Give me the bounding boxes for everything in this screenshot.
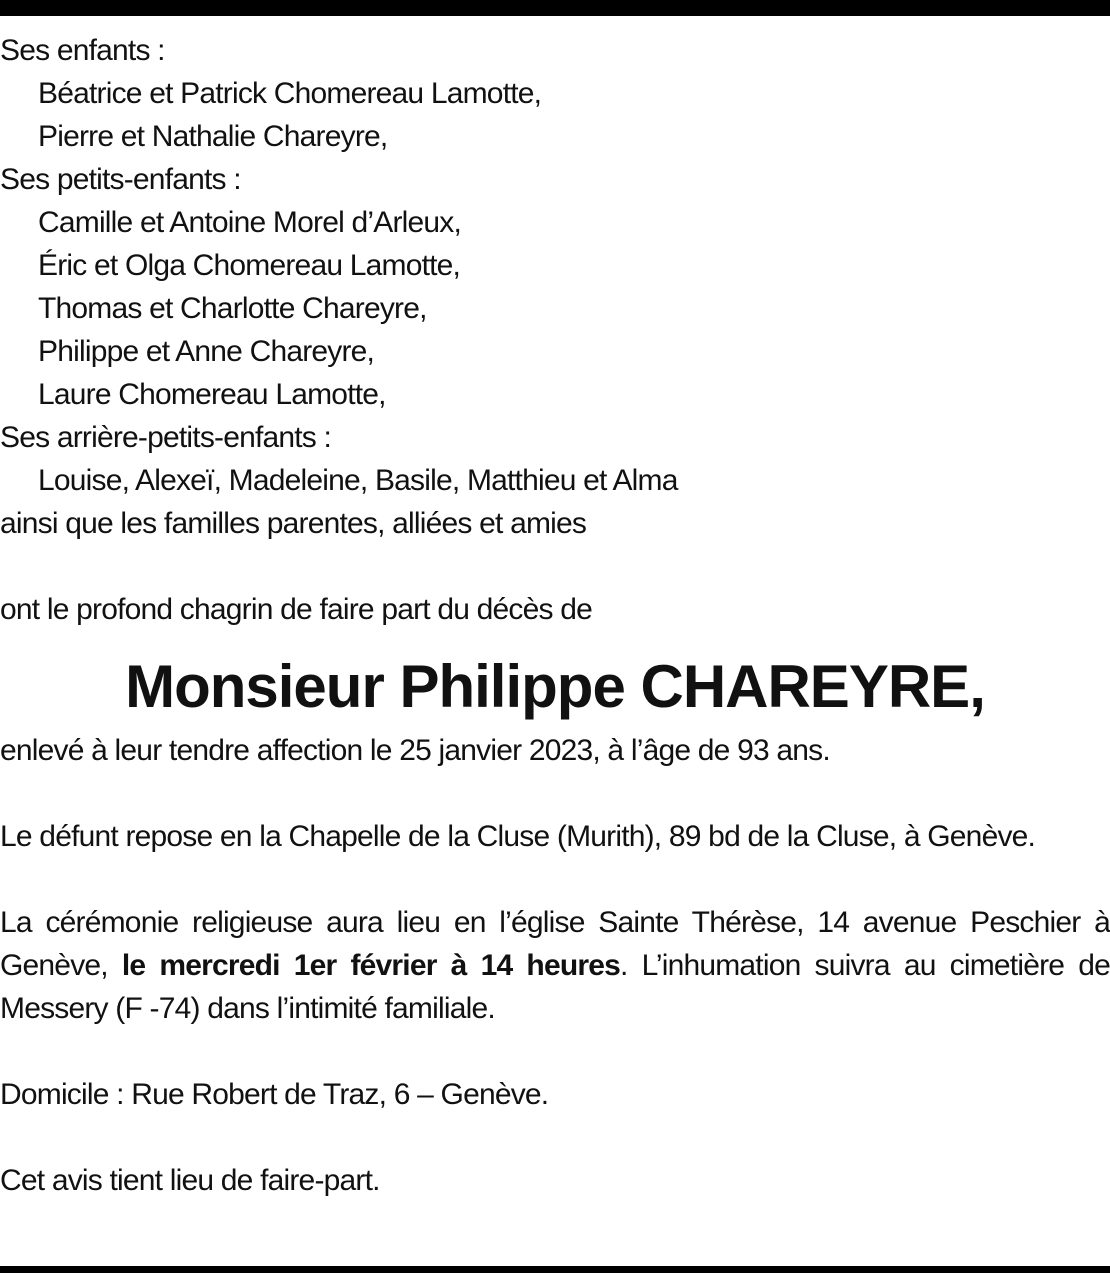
top-rule bbox=[0, 0, 1110, 16]
great-grandchildren-heading: Ses arrière-petits-enfants : bbox=[0, 421, 332, 454]
spacer bbox=[0, 772, 1110, 815]
ceremony-paragraph bbox=[0, 901, 1110, 1030]
death-date-line: enlevé à leur tendre affection le 25 janvier 2023, à l’âge de 93 ans. bbox=[0, 734, 830, 767]
spacer bbox=[0, 545, 1110, 588]
grandchild-line: Éric et Olga Chomereau Lamotte, bbox=[38, 249, 461, 282]
children-heading: Ses enfants : bbox=[0, 34, 165, 67]
rest-paragraph: Le défunt repose en la Chapelle de la Cluse (Murith), 89 bd de la Cluse, à Genève. bbox=[0, 820, 1036, 853]
bottom-rule bbox=[0, 1266, 1110, 1273]
spacer bbox=[0, 858, 1110, 901]
ceremony-text: La cérémonie religieuse aura lieu en l’église Sainte Thérèse, 14 avenue Peschier à Genève, bbox=[0, 906, 1110, 982]
families-line: ainsi que les familles parentes, alliées et amies bbox=[0, 507, 587, 540]
child-line: Béatrice et Patrick Chomereau Lamotte, bbox=[38, 77, 542, 110]
grandchild-line: Camille et Antoine Morel d’Arleux, bbox=[38, 206, 462, 239]
obituary-notice bbox=[0, 29, 1110, 1202]
great-grandchildren-line: Louise, Alexeï, Madeleine, Basile, Matthieu et Alma bbox=[38, 464, 678, 497]
grandchild-line: Laure Chomereau Lamotte, bbox=[38, 378, 386, 411]
grandchild-line: Philippe et Anne Chareyre, bbox=[38, 335, 375, 368]
grandchildren-heading: Ses petits-enfants : bbox=[0, 163, 241, 196]
announcement-line: ont le profond chagrin de faire part du décès de bbox=[0, 593, 593, 626]
spacer bbox=[0, 1030, 1110, 1073]
spacer bbox=[0, 1116, 1110, 1159]
closing-line: Cet avis tient lieu de faire-part. bbox=[0, 1164, 380, 1197]
child-line: Pierre et Nathalie Chareyre, bbox=[38, 120, 388, 153]
domicile-line: Domicile : Rue Robert de Traz, 6 – Genève. bbox=[0, 1078, 549, 1111]
ceremony-text-end: . L’inhumation suivra au cimetière de Messery (F -74) dans l’intimité familiale. bbox=[0, 949, 1110, 1025]
grandchild-line: Thomas et Charlotte Chareyre, bbox=[38, 292, 427, 325]
deceased-name: Monsieur Philippe CHAREYRE, bbox=[125, 653, 985, 720]
ceremony-date-time: le mercredi 1er février à 14 heures bbox=[121, 949, 621, 982]
